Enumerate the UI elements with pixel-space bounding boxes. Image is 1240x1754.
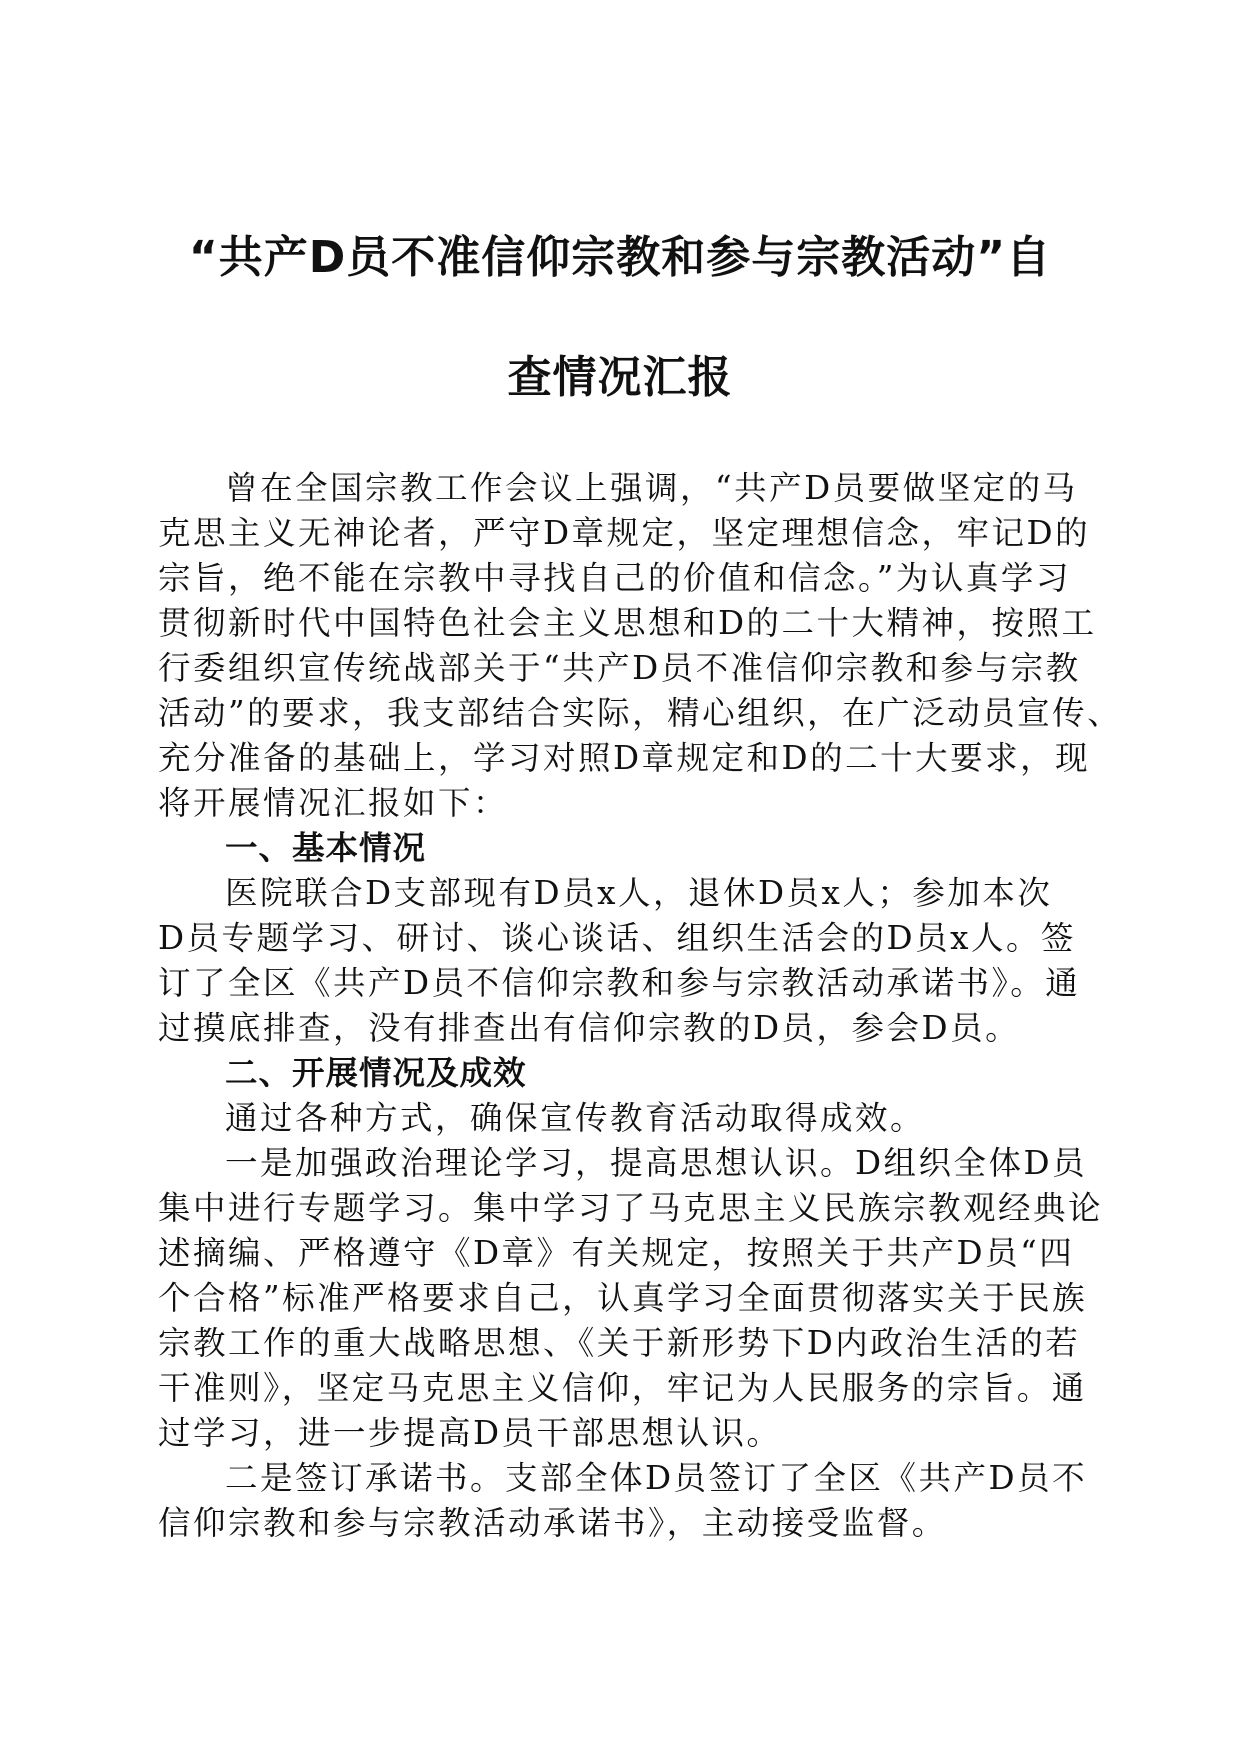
section1-paragraph-line: 医院联合D支部现有D员x人，退休D员x人；参加本次 xyxy=(225,874,1053,912)
point1-paragraph-line: 个合格”标准严格要求自己，认真学习全面贯彻落实关于民族 xyxy=(158,1279,1088,1317)
section1-paragraph-line: 订了全区《共产D员不信仰宗教和参与宗教活动承诺书》。通 xyxy=(158,964,1081,1002)
intro-paragraph-line: 克思主义无神论者，严守D章规定，坚定理想信念，牢记D的 xyxy=(158,514,1091,552)
point1-paragraph-line: 干准则》，坚定马克思主义信仰，牢记为人民服务的宗旨。通 xyxy=(158,1369,1087,1407)
document-title-line-2: 查情况汇报 xyxy=(507,352,733,403)
section1-paragraph-line: D员专题学习、研讨、谈心谈话、组织生活会的D员x人。签 xyxy=(158,919,1076,957)
section-heading-progress-results: 二、开展情况及成效 xyxy=(225,1054,527,1092)
point2-paragraph-line: 二是签订承诺书。支部全体D员签订了全区《共产D员不 xyxy=(225,1459,1088,1497)
intro-paragraph-line: 活动”的要求，我支部结合实际，精心组织，在广泛动员宣传、 xyxy=(158,694,1123,732)
document-body xyxy=(158,466,1123,1546)
point1-paragraph-line: 过学习，进一步提高D员干部思想认识。 xyxy=(158,1414,782,1452)
point1-paragraph-line: 宗教工作的重大战略思想、《关于新形势下D内政治生活的若 xyxy=(158,1324,1081,1362)
point2-paragraph-line: 信仰宗教和参与宗教活动承诺书》，主动接受监督。 xyxy=(158,1504,947,1542)
point1-paragraph-line: 述摘编、严格遵守《D章》有关规定，按照关于共产D员“四 xyxy=(158,1234,1075,1272)
point1-paragraph-line: 一是加强政治理论学习，提高思想认识。D组织全体D员 xyxy=(225,1144,1088,1182)
intro-paragraph-line: 贯彻新时代中国特色社会主义思想和D的二十大精神，按照工 xyxy=(158,604,1097,642)
intro-paragraph-line: 将开展情况汇报如下： xyxy=(158,784,509,822)
intro-paragraph-line: 宗旨，绝不能在宗教中寻找自己的价值和信念。”为认真学习 xyxy=(158,559,1071,597)
intro-paragraph-line: 充分准备的基础上，学习对照D章规定和D的二十大要求，现 xyxy=(158,739,1091,777)
document-title-line-1: “共产D员不准信仰宗教和参与宗教活动”自 xyxy=(188,232,1052,283)
point1-paragraph-line: 集中进行专题学习。集中学习了马克思主义民族宗教观经典论 xyxy=(158,1189,1104,1227)
intro-paragraph-line: 行委组织宣传统战部关于“共产D员不准信仰宗教和参与宗教 xyxy=(158,649,1081,687)
section2-intro-line: 通过各种方式，确保宣传教育活动取得成效。 xyxy=(225,1099,926,1137)
section-heading-basic-situation: 一、基本情况 xyxy=(225,829,427,867)
intro-paragraph-line: 曾在全国宗教工作会议上强调，“共产D员要做坚定的马 xyxy=(225,469,1078,507)
section1-paragraph-line: 过摸底排查，没有排查出有信仰宗教的D员，参会D员。 xyxy=(158,1009,1021,1047)
